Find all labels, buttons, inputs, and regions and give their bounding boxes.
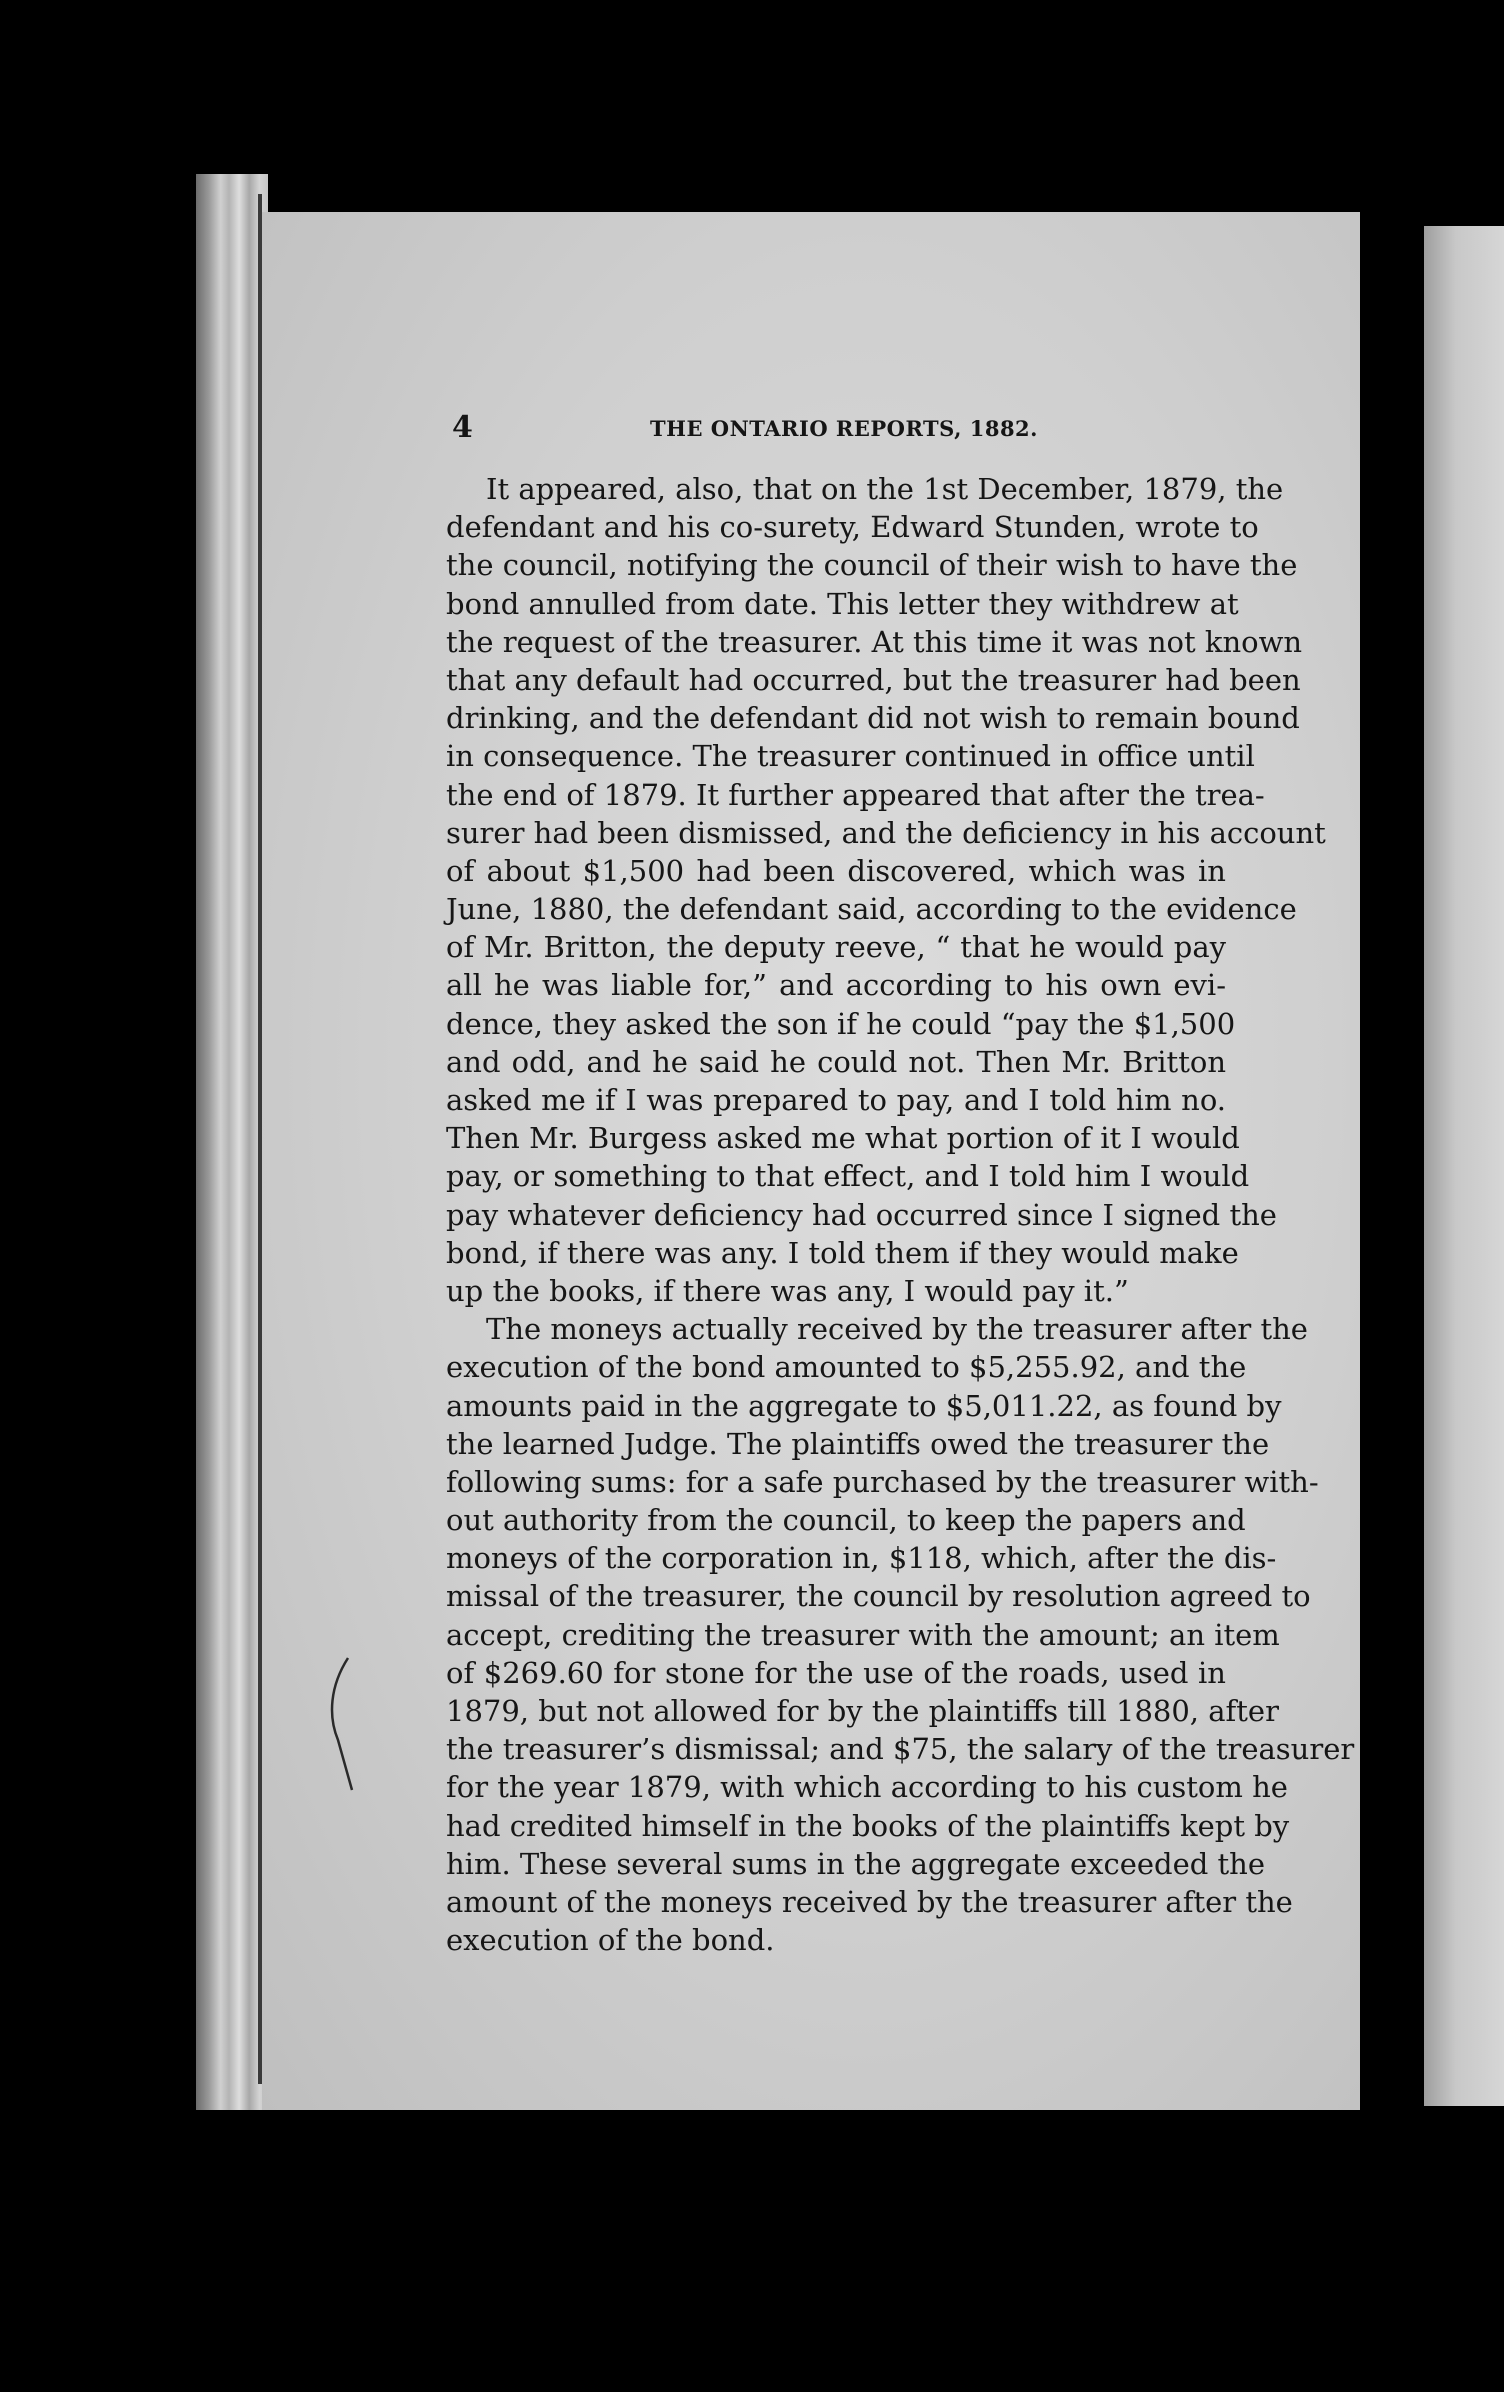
page-edge-stack bbox=[196, 174, 268, 2110]
page-number: 4 bbox=[452, 410, 473, 445]
text-line: defendant and his co-surety, Edward Stunden, wrote to bbox=[446, 510, 1259, 545]
text-line: had credited himself in the books of the plaintiffs kept by bbox=[446, 1808, 1290, 1843]
text-line: drinking, and the defendant did not wish to remain bound bbox=[446, 701, 1300, 736]
text-line: in consequence. The treasurer continued in office until bbox=[446, 739, 1255, 774]
text-line: The moneys actually received by the treasurer after the bbox=[486, 1312, 1308, 1347]
text-line: all he was liable for,” and according to his own evi- bbox=[446, 968, 1226, 1003]
text-line: execution of the bond amounted to $5,255.92, and the bbox=[446, 1350, 1247, 1385]
text-line: June, 1880, the defendant said, according to the evidence bbox=[446, 892, 1297, 927]
text-line: of Mr. Britton, the deputy reeve, “ that he would pay bbox=[446, 930, 1226, 965]
text-line: the learned Judge. The plaintiffs owed the treasurer the bbox=[446, 1426, 1270, 1461]
facing-page-edge bbox=[1424, 226, 1504, 2106]
text-line: dence, they asked the son if he could “pay the $1,500 bbox=[446, 1006, 1236, 1041]
text-line: the request of the treasurer. At this time it was not known bbox=[446, 624, 1303, 659]
text-line: bond annulled from date. This letter they withdrew at bbox=[446, 586, 1239, 621]
text-line: for the year 1879, with which according to his custom he bbox=[446, 1770, 1288, 1805]
text-line: pay whatever deficiency had occurred since I signed the bbox=[446, 1197, 1277, 1232]
text-line: the end of 1879. It further appeared that after the trea- bbox=[446, 777, 1265, 812]
text-line: It appeared, also, that on the 1st December, 1879, the bbox=[486, 472, 1284, 506]
text-line: execution of the bond. bbox=[446, 1923, 775, 1958]
margin-bracket-mark bbox=[326, 1656, 356, 1792]
text-line: pay, or something to that effect, and I told him I would bbox=[446, 1159, 1250, 1194]
text-line: Then Mr. Burgess asked me what portion of it I would bbox=[446, 1121, 1240, 1156]
text-line: following sums: for a safe purchased by the treasurer with- bbox=[446, 1464, 1319, 1499]
text-line: amount of the moneys received by the treasurer after the bbox=[446, 1884, 1293, 1919]
text-line: bond, if there was any. I told them if they would make bbox=[446, 1235, 1239, 1270]
text-line: amounts paid in the aggregate to $5,011.22, as found by bbox=[446, 1388, 1282, 1423]
text-line: the council, notifying the council of their wish to have the bbox=[446, 548, 1298, 583]
text-line: out authority from the council, to keep the papers and bbox=[446, 1503, 1246, 1538]
text-line: him. These several sums in the aggregate exceeded the bbox=[446, 1846, 1266, 1881]
running-head: THE ONTARIO REPORTS, 1882. bbox=[650, 416, 1038, 441]
text-line: the treasurer’s dismissal; and $75, the salary of the treasurer bbox=[446, 1732, 1355, 1767]
page-header bbox=[450, 410, 1240, 454]
text-line: asked me if I was prepared to pay, and I told him no. bbox=[446, 1083, 1226, 1117]
text-line: moneys of the corporation in, $118, which, after the dis- bbox=[446, 1541, 1277, 1576]
text-line: that any default had occurred, but the treasurer had been bbox=[446, 662, 1301, 697]
text-line: and odd, and he said he could not. Then Mr. Britton bbox=[446, 1044, 1226, 1079]
text-line: surer had been dismissed, and the deficiency in his account bbox=[446, 815, 1326, 850]
text-line: accept, crediting the treasurer with the amount; an item bbox=[446, 1617, 1280, 1652]
text-line: of about $1,500 had been discovered, which was in bbox=[446, 853, 1226, 888]
text-line: of $269.60 for stone for the use of the roads, used in bbox=[446, 1655, 1226, 1690]
text-line: missal of the treasurer, the council by resolution agreed to bbox=[446, 1579, 1311, 1614]
text-line: 1879, but not allowed for by the plaintiffs till 1880, after bbox=[446, 1694, 1279, 1728]
body-text bbox=[446, 470, 1355, 1959]
text-line: up the books, if there was any, I would pay it.” bbox=[446, 1273, 1129, 1308]
